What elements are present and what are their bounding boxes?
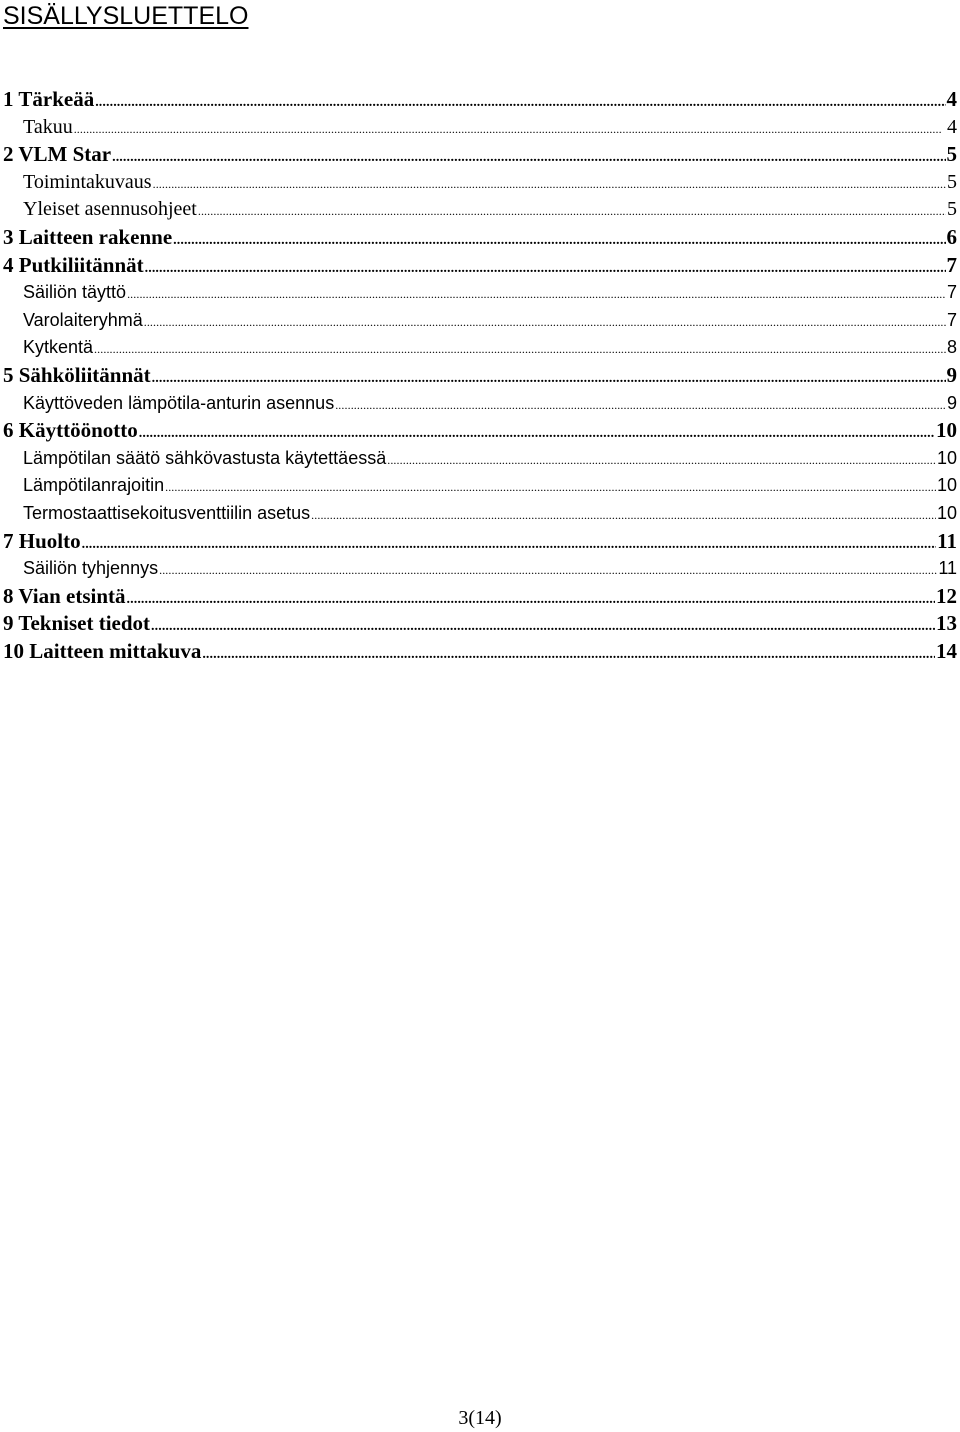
toc-entry-title: 10 Laitteen mittakuva	[3, 638, 202, 663]
toc-dot-leader	[82, 528, 937, 559]
toc-entry-title: Termostaattisekoitusventtiilin asetus	[23, 502, 311, 523]
toc-entry-title: Lämpötilanrajoitin	[23, 475, 165, 496]
toc-chapter-row[interactable]	[3, 86, 957, 114]
toc-entry-title: 2 VLM Star	[3, 142, 112, 167]
toc-dot-leader	[202, 638, 935, 669]
toc-section-row[interactable]	[3, 279, 957, 307]
toc-dot-leader	[153, 169, 946, 199]
table-of-contents	[3, 86, 957, 665]
toc-entry-page-number: 12	[936, 583, 957, 608]
toc-entry-page-number: 10	[936, 418, 957, 443]
toc-chapter-row[interactable]	[3, 417, 957, 445]
toc-entry-title: Säiliön tyhjennys	[23, 558, 159, 579]
toc-chapter-row[interactable]	[3, 638, 957, 666]
toc-section-row[interactable]	[3, 445, 957, 473]
toc-entry-title: 7 Huolto	[3, 528, 81, 553]
toc-section-row[interactable]	[3, 169, 957, 197]
toc-entry-title: Käyttöveden lämpötila-anturin asennus	[23, 392, 335, 413]
toc-entry-title: 1 Tärkeää	[3, 87, 95, 111]
toc-section-row[interactable]	[3, 307, 957, 335]
toc-entry-page-number: 5	[946, 142, 957, 167]
toc-dot-leader	[198, 196, 946, 226]
toc-dot-leader	[127, 583, 935, 614]
toc-section-row[interactable]	[3, 500, 957, 528]
toc-chapter-row[interactable]	[3, 610, 957, 638]
toc-chapter-row[interactable]	[3, 252, 957, 280]
toc-entry-page-number: 4	[946, 87, 957, 111]
toc-chapter-row[interactable]	[3, 583, 957, 611]
toc-dot-leader	[387, 445, 936, 475]
toc-dot-leader	[159, 555, 937, 585]
toc-entry-page-number: 6	[946, 224, 957, 249]
toc-entry-title: Yleiset asennusohjeet	[23, 198, 197, 221]
toc-dot-leader	[165, 472, 936, 502]
toc-dot-leader	[95, 86, 945, 117]
toc-dot-leader	[139, 417, 935, 448]
page-number: 3(14)	[458, 1407, 502, 1429]
toc-entry-title: 9 Tekniset tiedot	[3, 611, 151, 636]
toc-chapter-row[interactable]	[3, 224, 957, 252]
toc-section-row[interactable]	[3, 196, 957, 224]
toc-entry-page-number: 11	[937, 528, 957, 553]
toc-dot-leader	[335, 390, 946, 420]
toc-chapter-row[interactable]	[3, 528, 957, 556]
toc-entry-title: Varolaiteryhmä	[23, 309, 143, 330]
toc-dot-leader	[173, 224, 945, 255]
toc-dot-leader	[144, 307, 946, 337]
toc-entry-page-number: 8	[946, 337, 957, 358]
toc-section-row[interactable]	[3, 114, 957, 142]
toc-entry-title: Lämpötilan säätö sähkövastusta käytettäessä	[23, 447, 387, 468]
toc-entry-page-number: 7	[946, 309, 957, 330]
toc-entry-page-number: 9	[946, 392, 957, 413]
toc-entry-page-number: 11	[938, 558, 957, 579]
toc-entry-page-number: 13	[936, 611, 957, 636]
toc-dot-leader	[145, 252, 946, 283]
toc-dot-leader	[127, 279, 946, 309]
toc-dot-leader	[152, 362, 946, 393]
toc-entry-title: 6 Käyttöönotto	[3, 418, 138, 443]
toc-entry-title: Toimintakuvaus	[23, 170, 152, 193]
page-title: SISÄLLYSLUETTELO	[3, 2, 249, 30]
toc-entry-page-number: 7	[946, 282, 957, 303]
toc-dot-leader	[74, 114, 946, 144]
toc-entry-page-number: 14	[936, 638, 957, 663]
toc-dot-leader	[112, 141, 945, 172]
toc-section-row[interactable]	[3, 390, 957, 418]
toc-entry-page-number: 10	[936, 475, 957, 496]
toc-entry-title: Takuu	[23, 115, 73, 138]
toc-entry-title: Säiliön täyttö	[23, 282, 127, 303]
toc-entry-page-number: 7	[946, 252, 957, 277]
toc-section-row[interactable]	[3, 334, 957, 362]
toc-entry-title: 4 Putkiliitännät	[3, 252, 144, 277]
toc-entry-page-number: 9	[946, 362, 957, 387]
toc-entry-page-number: 10	[936, 502, 957, 523]
toc-entry-title: 3 Laitteen rakenne	[3, 224, 173, 249]
toc-chapter-row[interactable]	[3, 141, 957, 169]
toc-entry-title: 5 Sähköliitännät	[3, 362, 151, 387]
toc-section-row[interactable]	[3, 555, 957, 583]
toc-entry-page-number: 5	[947, 170, 957, 193]
toc-chapter-row[interactable]	[3, 362, 957, 390]
toc-dot-leader	[94, 334, 946, 364]
toc-entry-page-number: 10	[936, 447, 957, 468]
toc-entry-page-number: 4	[947, 115, 957, 138]
toc-entry-title: Kytkentä	[23, 337, 94, 358]
toc-entry-page-number: 5	[947, 198, 957, 221]
toc-entry-title: 8 Vian etsintä	[3, 583, 126, 608]
toc-section-row[interactable]	[3, 472, 957, 500]
toc-dot-leader	[151, 610, 935, 641]
toc-dot-leader	[311, 500, 936, 530]
